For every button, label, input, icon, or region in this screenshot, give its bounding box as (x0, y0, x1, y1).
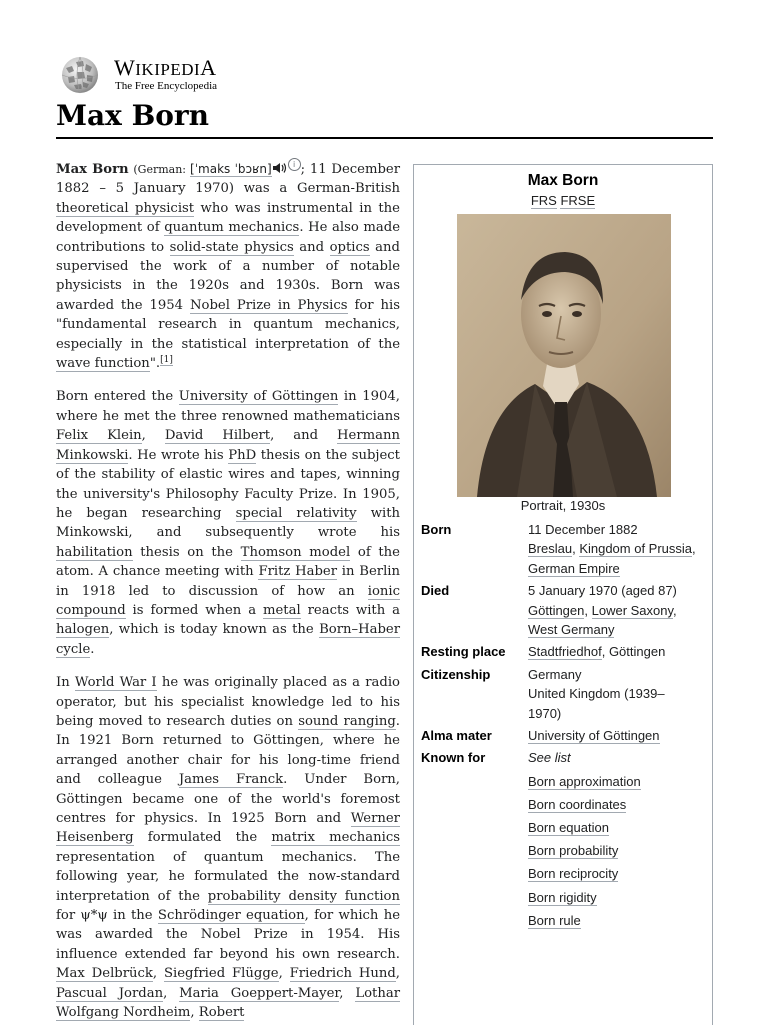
speaker-icon[interactable] (272, 162, 288, 174)
title-divider (56, 137, 713, 139)
link-robert[interactable]: Robert (198, 1005, 245, 1021)
link-siegfried-flugge[interactable]: Siegfried Flügge (163, 966, 279, 982)
link-max-delbruck[interactable]: Max Delbrück (56, 966, 153, 982)
link-halogen[interactable]: halogen (56, 622, 110, 638)
link-ionic-compound[interactable]: ionic compound (56, 583, 400, 618)
article-body (56, 158, 400, 1036)
link-alma-mater-gottingen[interactable]: University of Göttingen (528, 728, 660, 744)
link-german-empire[interactable]: German Empire (528, 560, 620, 576)
link-david-hilbert[interactable]: David Hilbert (164, 428, 271, 444)
link-kingdom-of-prussia[interactable]: Kingdom of Prussia (579, 541, 693, 557)
link-nobel-prize-physics[interactable]: Nobel Prize in Physics (189, 297, 348, 313)
infobox-title: Max Born (527, 172, 599, 189)
wikipedia-globe-logo[interactable] (56, 54, 104, 94)
link-born-approximation[interactable]: Born approximation (528, 773, 641, 789)
infobox-postnominals (414, 192, 712, 210)
link-born-haber-cycle[interactable]: Born–Haber cycle (56, 622, 400, 657)
see-list-toggle[interactable]: See list (528, 750, 571, 766)
link-phd[interactable]: PhD (228, 447, 257, 463)
link-born-rigidity[interactable]: Born rigidity (528, 889, 597, 905)
infobox-row-alma-mater: Alma mater University of Göttingen (421, 728, 660, 744)
link-solid-state-physics[interactable]: solid-state physics (169, 239, 294, 255)
portrait-photo[interactable] (457, 214, 671, 497)
link-fritz-haber[interactable]: Fritz Haber (258, 564, 338, 580)
infobox (413, 164, 713, 1025)
link-born-equation[interactable]: Born equation (528, 820, 609, 836)
link-maria-goeppert-mayer[interactable]: Maria Goeppert-Mayer (179, 985, 340, 1001)
link-wave-function[interactable]: wave function (56, 356, 150, 372)
link-metal[interactable]: metal (262, 602, 301, 618)
link-frse[interactable]: FRSE (560, 193, 596, 208)
link-sound-ranging[interactable]: sound ranging (298, 713, 396, 729)
infobox-rows (421, 520, 707, 933)
link-born-reciprocity[interactable]: Born reciprocity (528, 866, 619, 882)
link-gottingen[interactable]: Göttingen (528, 602, 585, 618)
link-thomson-model[interactable]: Thomson model (240, 544, 351, 560)
link-theoretical-physicist[interactable]: theoretical physicist (56, 200, 195, 216)
link-lower-saxony[interactable]: Lower Saxony (591, 602, 674, 618)
infobox-row-died: Died 5 January 1970 (aged 87) Göttingen, Lower Saxony, West Germany (421, 583, 677, 638)
link-hermann-minkowski[interactable]: Hermann Minkowski (56, 428, 400, 463)
link-friedrich-hund[interactable]: Friedrich Hund (289, 966, 396, 982)
portrait-caption: Portrait, 1930s (520, 498, 606, 513)
page-title: Max Born (56, 99, 210, 132)
link-born-probability[interactable]: Born probability (528, 843, 619, 859)
link-schrodinger-equation[interactable]: Schrödinger equation (157, 908, 305, 924)
ipa-pronunciation-link[interactable]: [ˈmaks ˈbɔʁn] (190, 162, 272, 176)
link-lothar-nordheim[interactable]: Lothar Wolfgang Nordheim (56, 985, 401, 1021)
link-special-relativity[interactable]: special relativity (235, 505, 357, 521)
paragraph-education: Born entered the University of Göttingen in 1904, where he met the three renowned mathematicians Felix Klein, David Hilbert, and Hermann Minkowski. He wrote his PhD thesis on the subject of the stability of elastic wires and tapes, winning the university's Philosophy Faculty Prize. In 1905, he began researching special relativity with Minkowski, and subsequently wrote his habilitation thesis on the Thomson model of the atom. A chance meeting with Fritz Haber in Berlin in 1918 led to discussion of how an ionic compound is formed when a metal reacts with a halogen, which is today known as the Born–Haber cycle. (56, 389, 401, 657)
link-optics[interactable]: optics (329, 239, 370, 255)
link-university-gottingen[interactable]: University of Göttingen (178, 389, 339, 405)
link-stadtfriedhof[interactable]: Stadtfriedhof (528, 644, 602, 660)
link-breslau[interactable]: Breslau (528, 541, 573, 557)
infobox-row-known-for: Known for See list Born approximation Born coordinates Born equation Born probability Born reciprocity Born rigidity Born rule (421, 748, 707, 930)
link-felix-klein[interactable]: Felix Klein (56, 428, 142, 444)
link-habilitation[interactable]: habilitation (56, 544, 133, 560)
wikipedia-tagline: The Free Encyclopedia (115, 80, 218, 92)
infobox-row-citizenship: Citizenship Germany United Kingdom (1939– 1970) (421, 666, 665, 721)
info-icon[interactable]: i (288, 158, 301, 171)
site-header (56, 54, 712, 94)
infobox-row-born: Born 11 December 1882 Breslau, Kingdom of Prussia, German Empire (421, 522, 696, 576)
link-james-franck[interactable]: James Franck (178, 772, 284, 788)
link-west-germany[interactable]: West Germany (528, 622, 615, 638)
link-pascual-jordan[interactable]: Pascual Jordan (56, 985, 164, 1001)
link-probability-density-function[interactable]: probability density function (207, 888, 400, 904)
paragraph-career: In World War I he was originally placed as a radio operator, but his specialist knowledge led to his being moved to research duties on sound ranging. In 1921 Born returned to Göttingen, where he arranged another chair for his long-time friend and colleague James Franck. Under Born, Göttingen became one of the world's foremost centres for physics. In 1925 Born and Werner Heisenberg formulated the matrix mechanics representation of quantum mechanics. The following year, he formulated the now-standard interpretation of the probability density function for ψ*ψ in the Schrödinger equation, for which he was awarded the Nobel Prize in 1954. His influence extended far beyond his own research. Max Delbrück, Siegfried Flügge, Friedrich Hund, Pascual Jordan, Maria Goeppert-Mayer, Lothar Wolfgang Nordheim, Robert (56, 675, 401, 1021)
wikipedia-wordmark[interactable]: WIKIPEDIA (114, 55, 217, 80)
reference-1[interactable]: [1] (160, 354, 173, 365)
paragraph-intro: Max Born (German: [ˈmaks ˈbɔʁn] i ; 11 December 1882 – 5 January 1970) was a German-British theoretical physicist who was instrumental in the development of quantum mechanics. He also made contributions to solid-state physics and optics and supervised the work of a number of notable physicists in the 1920s and 1930s. Born was awarded the 1954 Nobel Prize in Physics for his "fundamental research in quantum mechanics, especially in the statistical interpretation of the wave function".[1] (56, 160, 401, 372)
link-born-rule[interactable]: Born rule (528, 912, 581, 928)
link-born-coordinates[interactable]: Born coordinates (528, 796, 627, 812)
link-werner-heisenberg[interactable]: Werner Heisenberg (56, 811, 400, 846)
infobox-row-resting-place: Resting place Stadtfriedhof, Göttingen (421, 644, 666, 660)
link-world-war-i[interactable]: World War I (74, 675, 157, 691)
link-quantum-mechanics[interactable]: quantum mechanics (164, 220, 300, 236)
link-frs[interactable]: FRS (530, 193, 557, 208)
link-matrix-mechanics[interactable]: matrix mechanics (271, 830, 400, 846)
